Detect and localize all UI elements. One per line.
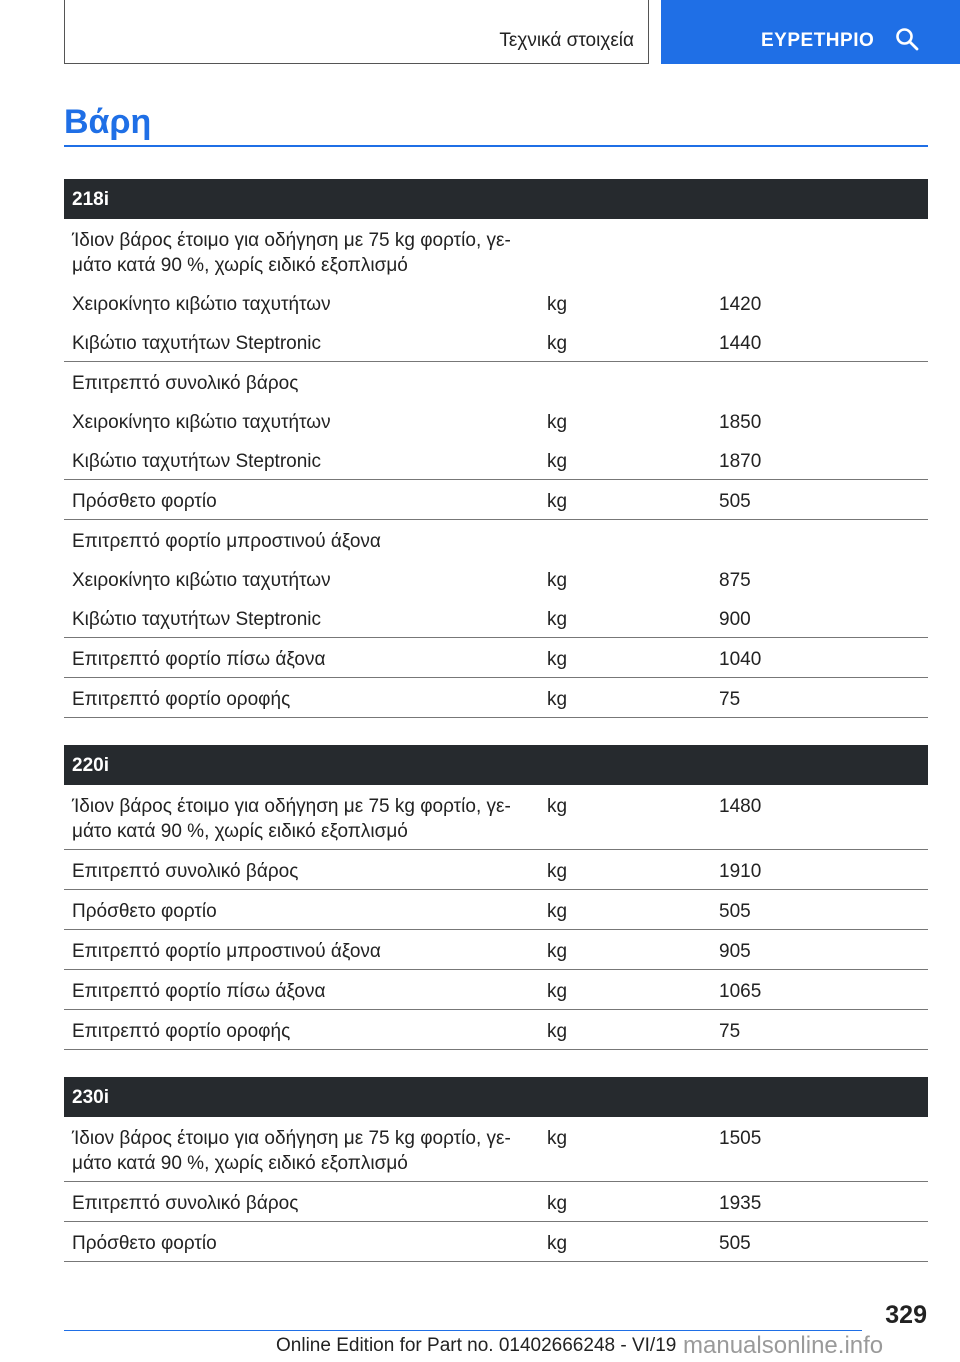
table-row [64,930,928,970]
row-unit: kg [547,689,568,710]
row-value: 75 [719,1021,741,1042]
row-value: 1480 [719,796,762,817]
row-label: Χειροκίνητο κιβώτιο ταχυτήτων [72,570,331,591]
index-button[interactable] [661,0,960,64]
row-label: Χειροκίνητο κιβώτιο ταχυτήτων [72,412,331,433]
table-row [64,785,928,850]
row-unit: kg [547,796,568,817]
model-header: 230i [64,1077,928,1117]
row-label: Επιτρεπτό φορτίο οροφής [72,689,291,710]
row-value: 505 [719,491,751,512]
row-value: 905 [719,941,751,962]
row-unit: kg [547,451,568,472]
row-value: 1505 [719,1128,762,1149]
model-header: 220i [64,745,928,785]
row-unit: kg [547,861,568,882]
row-unit: kg [547,1193,568,1214]
row-label: Ίδιον βάρος έτοιμο για οδήγηση με 75 kg φορτίο, γε-μάτο κατά 90 %, χωρίς ειδικό εξοπλισμό [72,1128,511,1174]
table-row [64,970,928,1010]
search-icon [895,27,919,51]
index-label: ΕΥΡΕΤΗΡΙΟ [761,30,875,51]
table-row [64,219,928,283]
table-row [64,322,928,362]
row-value: 1870 [719,451,762,472]
row-unit: kg [547,901,568,922]
row-label: Επιτρεπτό φορτίο πίσω άξονα [72,649,326,670]
table-row [64,890,928,930]
row-unit: kg [547,491,568,512]
section-header [64,0,649,64]
table-row [64,850,928,890]
row-label: Επιτρεπτό συνολικό βάρος [72,861,299,882]
table-row [64,520,928,559]
table-row [64,440,928,480]
row-unit: kg [547,1233,568,1254]
table-row [64,362,928,401]
page-title: Βάρη [64,103,152,141]
edition-text: Online Edition for Part no. 01402666248 - VI/19 [276,1335,677,1356]
row-label: Επιτρεπτό συνολικό βάρος [72,373,299,394]
row-value: 1910 [719,861,762,882]
table-row [64,283,928,322]
row-label: Επιτρεπτό φορτίο μπροστινού άξονα [72,531,381,552]
page-number: 329 [885,1301,927,1329]
table-row [64,678,928,718]
row-value: 75 [719,689,741,710]
row-value: 505 [719,901,751,922]
row-label: Επιτρεπτό φορτίο οροφής [72,1021,291,1042]
table-row [64,598,928,638]
row-unit: kg [547,981,568,1002]
row-unit: kg [547,649,568,670]
table-row [64,1182,928,1222]
table-row [64,559,928,598]
row-value: 505 [719,1233,751,1254]
row-value: 1440 [719,333,762,354]
model-header: 218i [64,179,928,219]
watermark: manualsonline.info [683,1332,884,1359]
table-row [64,480,928,520]
row-value: 1935 [719,1193,762,1214]
row-label: Κιβώτιο ταχυτήτων Steptronic [72,451,322,472]
row-unit: kg [547,609,568,630]
row-unit: kg [547,1021,568,1042]
section-title: Τεχνικά στοιχεία [499,30,634,51]
row-label: Κιβώτιο ταχυτήτων Steptronic [72,333,322,354]
row-unit: kg [547,412,568,433]
row-unit: kg [547,570,568,591]
table-row [64,638,928,678]
title-divider [64,145,928,147]
row-value: 1040 [719,649,762,670]
weight-table-230i [64,1077,928,1262]
row-unit: kg [547,333,568,354]
row-label: Επιτρεπτό συνολικό βάρος [72,1193,299,1214]
row-value: 1065 [719,981,762,1002]
table-row [64,1117,928,1182]
row-unit: kg [547,941,568,962]
row-label: Πρόσθετο φορτίο [72,901,217,922]
footer-divider [64,1330,862,1331]
row-label: Επιτρεπτό φορτίο πίσω άξονα [72,981,326,1002]
row-value: 875 [719,570,751,591]
table-row [64,401,928,440]
table-row [64,1222,928,1262]
row-label: Πρόσθετο φορτίο [72,491,217,512]
row-label: Ίδιον βάρος έτοιμο για οδήγηση με 75 kg φορτίο, γε-μάτο κατά 90 %, χωρίς ειδικό εξοπλισμό [72,796,511,842]
row-label: Χειροκίνητο κιβώτιο ταχυτήτων [72,294,331,315]
weight-table-220i [64,745,928,1050]
row-value: 900 [719,609,751,630]
row-label: Ίδιον βάρος έτοιμο για οδήγηση με 75 kg φορτίο, γε-μάτο κατά 90 %, χωρίς ειδικό εξοπλισμό [72,230,511,276]
row-value: 1850 [719,412,762,433]
row-value: 1420 [719,294,762,315]
row-label: Πρόσθετο φορτίο [72,1233,217,1254]
row-unit: kg [547,1128,568,1149]
row-label: Κιβώτιο ταχυτήτων Steptronic [72,609,322,630]
row-unit: kg [547,294,568,315]
weight-table-218i [64,179,928,718]
table-row [64,1010,928,1050]
row-label: Επιτρεπτό φορτίο μπροστινού άξονα [72,941,381,962]
